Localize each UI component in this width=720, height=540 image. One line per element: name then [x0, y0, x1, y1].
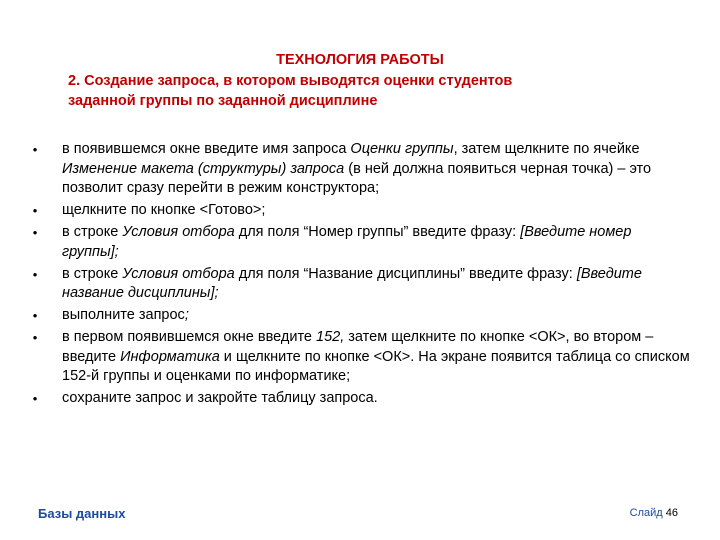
- text-run: и щелкните по кнопке <ОК>. На экране появится таблица со списком 152-й группы и оценками по информатике;: [62, 348, 690, 384]
- list-item: [30, 265, 690, 304]
- footer-course-title: Базы данных: [38, 506, 126, 521]
- text-run: для поля “Номер группы” введите фразу:: [234, 224, 521, 240]
- italic-term: Условия отбора: [122, 224, 235, 240]
- text-run: затем щелкните по кнопке <ОК>, во втором – введите: [62, 329, 654, 365]
- italic-term: Условия отбора: [122, 265, 235, 282]
- text-run: в строке: [62, 265, 123, 282]
- bullet-icon: •: [32, 266, 38, 282]
- footer-slide-number: [630, 507, 678, 519]
- italic-term: Информатика: [120, 348, 220, 365]
- instruction-list: [30, 140, 690, 411]
- text-run: в строке: [62, 224, 123, 240]
- list-item: [30, 306, 690, 326]
- bullet-icon: •: [32, 330, 38, 345]
- bullet-icon: •: [32, 142, 38, 157]
- subtitle-line-1: 2. Создание запроса, в котором выводятся оценки студентов: [68, 73, 513, 89]
- text-run: щелкните по кнопке <Готово>;: [62, 202, 266, 218]
- bullet-icon: •: [32, 391, 38, 406]
- italic-term: Изменение макета (структуры) запроса: [62, 160, 345, 177]
- italic-term: [Введите название дисциплины];: [62, 265, 642, 301]
- list-item: [30, 328, 690, 387]
- text-run: (в ней должна появиться черная точка) – это позволит сразу перейти в режим конструктора;: [62, 160, 652, 196]
- italic-term: ;: [184, 307, 189, 323]
- text-run: сохраните запрос и закройте таблицу запроса.: [62, 390, 378, 406]
- text-run: выполните запрос: [62, 307, 185, 323]
- italic-term: [Введите номер группы];: [62, 224, 632, 260]
- italic-term: Оценки группы: [350, 141, 454, 157]
- bullet-icon: •: [32, 203, 38, 218]
- text-run: , затем щелкните по ячейке: [453, 141, 640, 157]
- text-run: в первом появившемся окне введите: [62, 329, 317, 345]
- list-item: [30, 389, 690, 409]
- slide-label: Слайд: [629, 507, 666, 519]
- list-item: [30, 223, 690, 262]
- slide-number: 46: [665, 507, 678, 519]
- list-item: [30, 140, 690, 199]
- bullet-icon: •: [32, 308, 38, 323]
- bullet-icon: •: [32, 225, 38, 240]
- italic-term: 152,: [316, 329, 345, 345]
- slide-title: ТЕХНОЛОГИЯ РАБОТЫ: [276, 52, 444, 68]
- slide-subtitle: [68, 71, 668, 111]
- subtitle-line-2: заданной группы по заданной дисциплине: [68, 93, 378, 109]
- list-item: [30, 201, 690, 221]
- text-run: в появившемся окне введите имя запроса: [62, 141, 351, 157]
- text-run: для поля “Название дисциплины” введите фразу:: [234, 265, 577, 282]
